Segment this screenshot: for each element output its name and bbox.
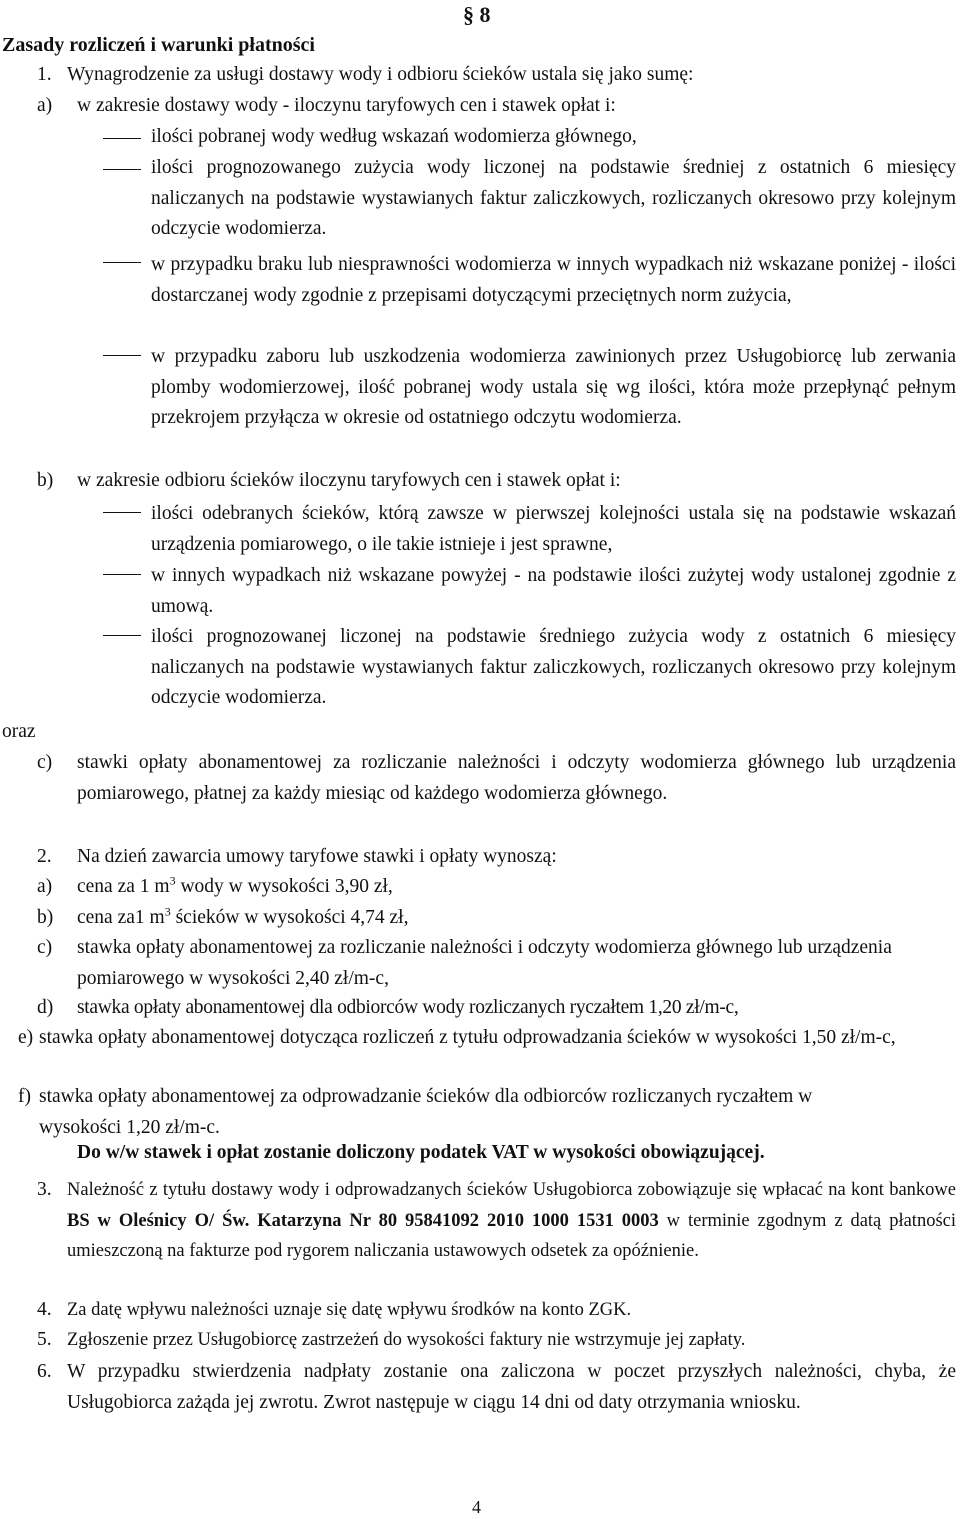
list-item: w innych wypadkach niż wskazane powyżej - na podstawie ilości zużytej wody ustalonej zgodnie z umową. <box>151 565 956 617</box>
item-number: 5. <box>37 1329 52 1350</box>
item-text: Za datę wpływu należności uznaje się datę wpływu środków na konto ZGK. <box>67 1300 632 1320</box>
dash-bullet <box>103 138 141 139</box>
sub-label: b) <box>37 470 54 491</box>
dash-bullet <box>103 512 141 513</box>
sub-label: a) <box>37 95 53 116</box>
sub-text: w zakresie dostawy wody - iloczynu taryfowych cen i stawek opłat i: <box>77 95 616 116</box>
item-number: 4. <box>37 1299 52 1320</box>
item-number: 6. <box>37 1361 52 1382</box>
sub-text: stawki opłaty abonamentowej za rozliczanie należności i odczyty wodomierza głównego lub urządzenia pomiarowego, płatnej za każdy miesiąc od każdego wodomierza głównego. <box>77 752 956 804</box>
sub-text: w zakresie odbioru ścieków iloczynu taryfowych cen i stawek opłat i: <box>77 470 621 491</box>
dash-bullet <box>103 355 141 356</box>
dash-bullet <box>103 574 141 575</box>
list-item: ilości pobranej wody według wskazań wodomierza głównego, <box>151 126 637 147</box>
item-text: Na dzień zawarcia umowy taryfowe stawki i opłaty wynoszą: <box>77 846 557 867</box>
item-text: Zgłoszenie przez Usługobiorcę zastrzeżeń do wysokości faktury nie wstrzymuje jej zapłaty. <box>67 1330 746 1350</box>
sub-label: c) <box>37 752 53 773</box>
list-item: w przypadku braku lub niesprawności wodomierza w innych wypadkach niż wskazane poniżej - ilości dostarczanej wody zgodnie z przepisami dotyczącymi przeciętnych norm zużycia, <box>151 254 956 306</box>
bank-account: BS w Oleśnicy O/ Św. Katarzyna Nr 80 95841092 2010 1000 1531 0003 <box>67 1210 659 1231</box>
list-item: w przypadku zaboru lub uszkodzenia wodomierza zawinionych przez Usługobiorcę lub zerwania plomby wodomierzowej, ilość pobranej wody ustala się wg ilości, która może przepłynąć pełnym przekrojem przyłącza w okresie od ostatniego odczytu wodomierza. <box>151 346 956 429</box>
sub-label: b) <box>37 907 54 928</box>
item-number: 2. <box>37 846 52 867</box>
rate-line: cena za 1 $m^3$ wody w wysokości 3,90 zł, <box>77 873 393 897</box>
list-item: ilości prognozowanego zużycia wody liczonej na podstawie średniej z ostatnich 6 miesięcy naliczanych na podstawie wystawianych faktur zaliczkowych, rozliczanych okresowo przy kolejnym odczycie wodomierza. <box>151 157 956 240</box>
sub-label: e) <box>18 1027 34 1048</box>
list-item: ilości prognozowanej liczonej na podstawie średniego zużycia wody z ostatnich 6 miesięcy naliczanych na podstawie wystawianych faktur zaliczkowych, rozliczanych okresowo przy kolejnym odczycie wodomierza. <box>151 626 956 709</box>
page-number: 4 <box>472 1497 481 1517</box>
sub-label: f) <box>18 1086 31 1107</box>
sub-label: c) <box>37 937 53 958</box>
item-text: Należność z tytułu dostawy wody i odprowadzanych ścieków Usługobiorca zobowiązuje się wpłacać na kont bankowe BS w Oleśnicy O/ Św. Katarzyna Nr 80 95841092 2010 1000 1531 0003 w terminie zgodnym z datą płatności umieszczoną na fakturze pod rygorem naliczania ustawowych odsetek za opóźnienie. <box>67 1180 956 1262</box>
item-number: 3. <box>37 1179 52 1200</box>
dash-bullet <box>103 635 141 636</box>
rate-line: stawka opłaty abonamentowej za rozliczanie należności i odczyty wodomierza głównego lub urządzenia pomiarowego w wysokości 2,40 zł/m-c, <box>77 937 892 989</box>
rate-line: stawka opłaty abonamentowej za odprowadzanie ścieków dla odbiorców rozliczanych ryczałtem w wysokości 1,20 zł/m-c. <box>39 1086 813 1138</box>
sub-label: d) <box>37 997 54 1018</box>
connector-word: oraz <box>2 721 36 742</box>
rate-line: stawka opłaty abonamentowej dotycząca rozliczeń z tytułu odprowadzania ścieków w wysokości 1,50 zł/m-c, <box>39 1027 896 1048</box>
rate-line: cena za1 $m^3$ ścieków w wysokości 4,74 zł, <box>77 904 409 928</box>
item-text: W przypadku stwierdzenia nadpłaty zostanie ona zaliczona w poczet przyszłych należności, chyba, że Usługobiorca zażąda jej zwrotu. Zwrot następuje w ciągu 14 dni od daty otrzymania wniosku. <box>67 1361 956 1413</box>
sub-label: a) <box>37 876 53 897</box>
item-text: Wynagrodzenie za usługi dostawy wody i odbioru ścieków ustala się jako sumę: <box>67 64 694 85</box>
list-item: ilości odebranych ścieków, którą zawsze w pierwszej kolejności ustala się na podstawie wskazań urządzenia pomiarowego, o ile takie istnieje i jest sprawne, <box>151 503 956 555</box>
item-number: 1. <box>37 64 52 85</box>
section-number: § 8 <box>463 2 491 27</box>
dash-bullet <box>103 262 141 263</box>
vat-note: Do w/w stawek i opłat zostanie doliczony podatek VAT w wysokości obowiązującej. <box>77 1142 765 1163</box>
rate-line: stawka opłaty abonamentowej dla odbiorców wody rozliczanych ryczałtem 1,20 zł/m-c, <box>77 997 739 1018</box>
dash-bullet <box>103 169 141 170</box>
section-title: Zasady rozliczeń i warunki płatności <box>2 34 315 56</box>
